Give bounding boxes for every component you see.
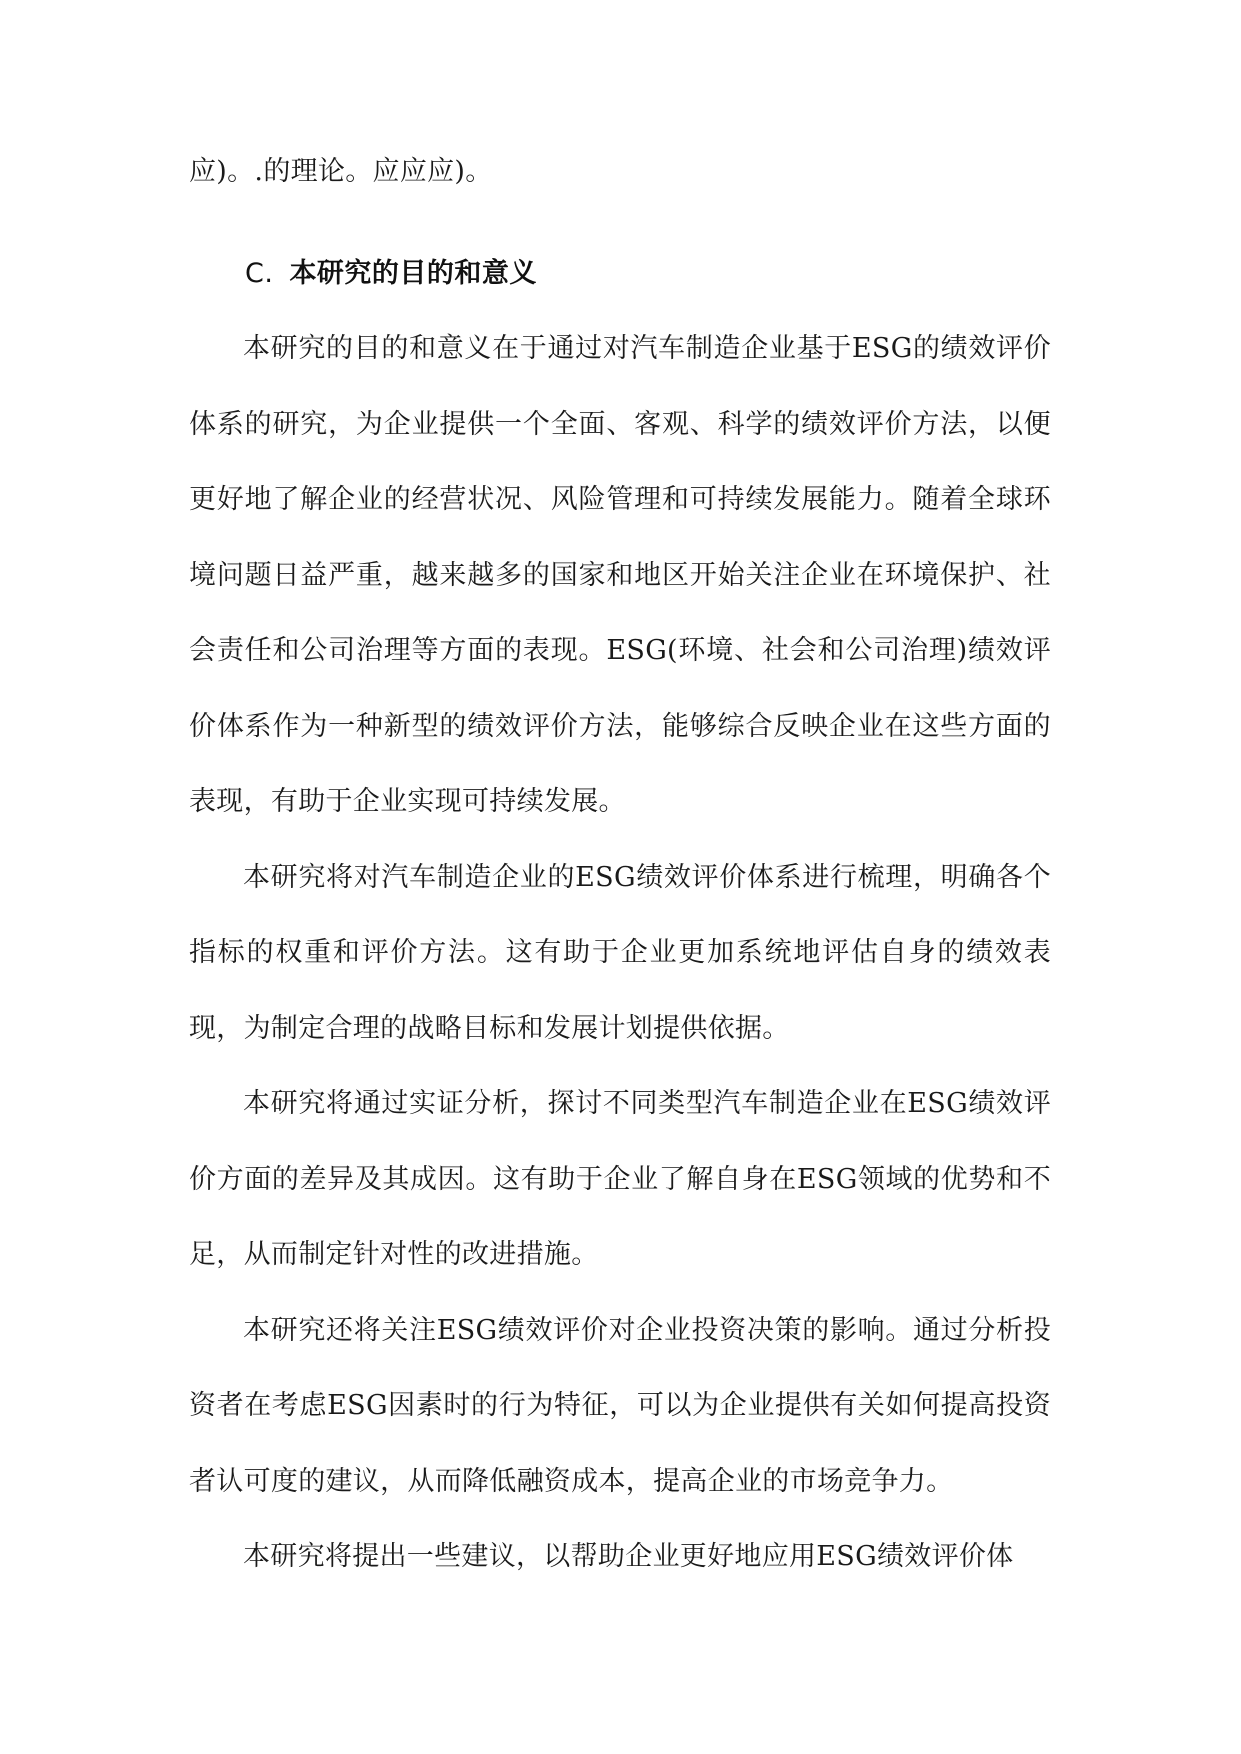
- paragraph: 本研究的目的和意义在于通过对汽车制造企业基于ESG的绩效评价体系的研究，为企业提供一个全面、客观、科学的绩效评价方法，以便更好地了解企业的经营状况、风险管理和可持续发展能力。随着全球环境问题日益严重，越来越多的国家和地区开始关注企业在环境保护、社会责任和公司治理等方面的表现。ESG(环境、社会和公司治理)绩效评价体系作为一种新型的绩效评价方法，能够综合反映企业在这些方面的表现，有助于企业实现可持续发展。: [189, 333, 1051, 817]
- continuation-text: 应)。.的理论。应应应)。: [189, 156, 493, 187]
- section-title: 本研究的目的和意义: [289, 258, 537, 289]
- section-heading: [245, 236, 537, 311]
- section-label: C.: [245, 258, 274, 289]
- paragraph: 本研究将提出一些建议，以帮助企业更好地应用ESG绩效评价体: [243, 1541, 1014, 1572]
- section-body: [189, 311, 1051, 1595]
- paragraph: 本研究将通过实证分析，探讨不同类型汽车制造企业在ESG绩效评价方面的差异及其成因。这有助于企业了解自身在ESG领域的优势和不足，从而制定针对性的改进措施。: [189, 1088, 1051, 1270]
- paragraph: 本研究还将关注ESG绩效评价对企业投资决策的影响。通过分析投资者在考虑ESG因素时的行为特征，可以为企业提供有关如何提高投资者认可度的建议，从而降低融资成本，提高企业的市场竞争力。: [189, 1314, 1051, 1497]
- paragraph: 本研究将对汽车制造企业的ESG绩效评价体系进行梳理，明确各个指标的权重和评价方法。这有助于企业更加系统地评估自身的绩效表现，为制定合理的战略目标和发展计划提供依据。: [189, 861, 1051, 1044]
